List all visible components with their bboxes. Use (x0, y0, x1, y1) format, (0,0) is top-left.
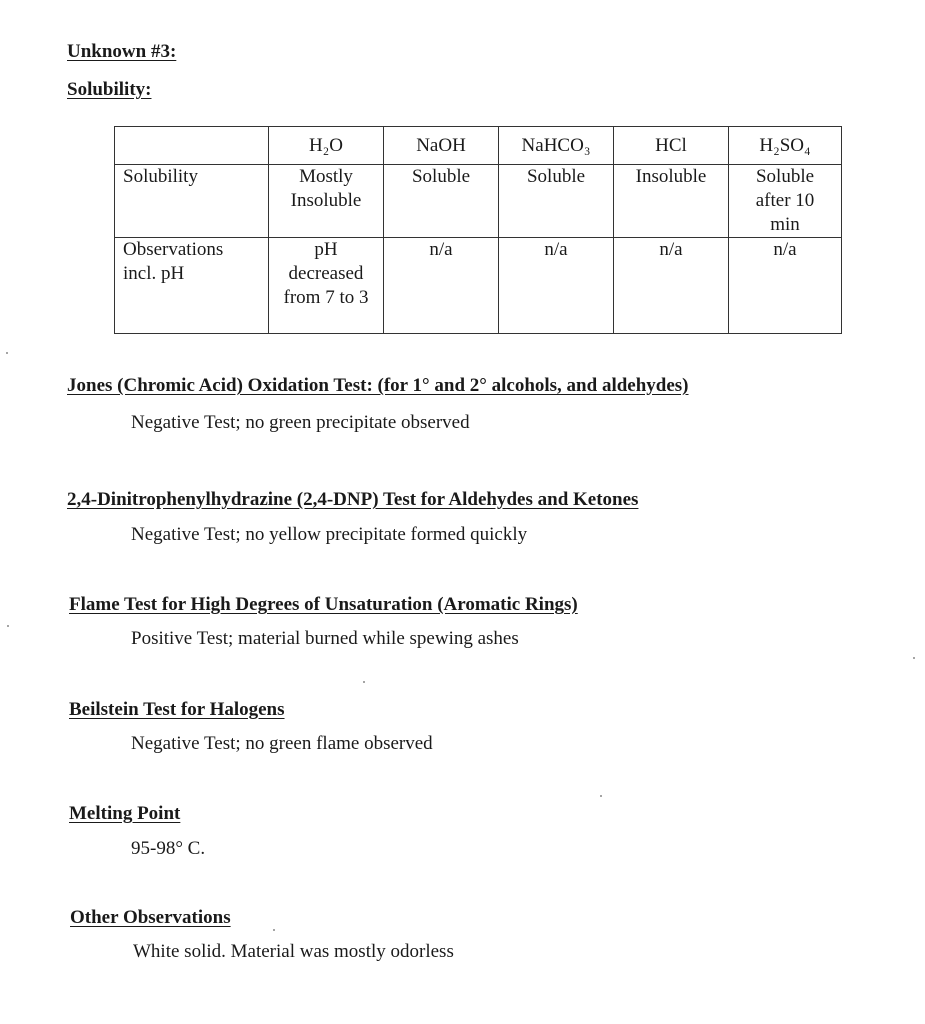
table-cell: Soluble after 10 min (729, 165, 842, 238)
jones-test-result: Negative Test; no green precipitate observed (131, 412, 470, 433)
table-header-row (115, 127, 842, 165)
table-cell: Insoluble (614, 165, 729, 238)
beilstein-test-heading: Beilstein Test for Halogens (69, 699, 285, 720)
scan-speck (273, 929, 275, 931)
dnp-test-heading: 2,4-Dinitrophenylhydrazine (2,4-DNP) Test for Aldehydes and Ketones (67, 489, 639, 510)
table-cell: n/a (614, 238, 729, 334)
melting-point-heading: Melting Point (69, 803, 181, 824)
table-header-hcl: HCl (614, 127, 729, 165)
dnp-test-result: Negative Test; no yellow precipitate formed quickly (131, 524, 528, 545)
scan-speck (6, 352, 8, 354)
scan-speck (363, 681, 365, 683)
page-title: Unknown #3: (67, 41, 177, 62)
table-cell: n/a (729, 238, 842, 334)
table-cell: Mostly Insoluble (269, 165, 384, 238)
scan-speck (7, 625, 9, 627)
table-cell: n/a (499, 238, 614, 334)
flame-test-result: Positive Test; material burned while spewing ashes (131, 628, 519, 649)
scan-speck (913, 657, 915, 659)
other-observations-text: White solid. Material was mostly odorless (133, 941, 454, 962)
jones-test-heading: Jones (Chromic Acid) Oxidation Test: (for 1° and 2° alcohols, and aldehydes) (67, 375, 689, 396)
table-header-h2o: H₂O (269, 127, 384, 165)
flame-test-heading: Flame Test for High Degrees of Unsaturation (Aromatic Rings) (69, 594, 578, 615)
table-cell: Soluble (499, 165, 614, 238)
row-label-solubility: Solubility (115, 165, 269, 238)
table-row (115, 238, 842, 334)
table-cell: n/a (384, 238, 499, 334)
table-row (115, 165, 842, 238)
table-header-blank (115, 127, 269, 165)
row-label-observations: Observations incl. pH (115, 238, 269, 334)
table-header-h2so4: H₂SO₄ (729, 127, 842, 165)
table-cell: Soluble (384, 165, 499, 238)
scan-speck (600, 795, 602, 797)
table-header-nahco3: NaHCO₃ (499, 127, 614, 165)
solubility-table (114, 126, 842, 334)
beilstein-test-result: Negative Test; no green flame observed (131, 733, 433, 754)
other-observations-heading: Other Observations (70, 907, 231, 928)
melting-point-value: 95-98° C. (131, 838, 206, 859)
table-cell: pH decreased from 7 to 3 (269, 238, 384, 334)
table-header-naoh: NaOH (384, 127, 499, 165)
solubility-heading: Solubility: (67, 79, 152, 100)
